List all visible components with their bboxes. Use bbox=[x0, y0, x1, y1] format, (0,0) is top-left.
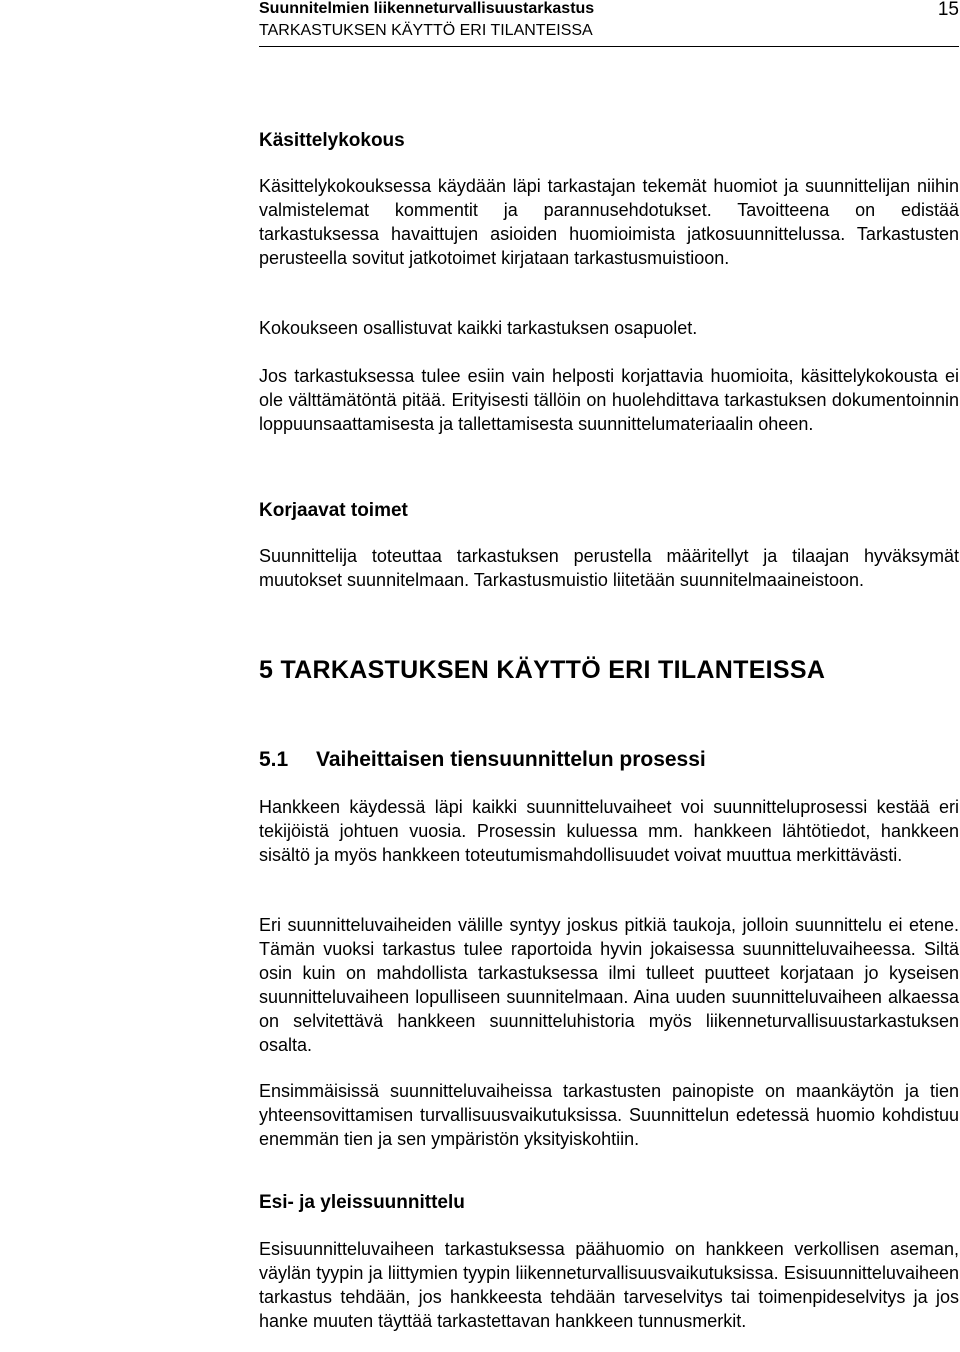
header-divider bbox=[259, 46, 959, 47]
paragraph: Ensimmäisissä suunnitteluvaiheissa tarkastusten painopiste on maankäytön ja tien yhteensovittamisen turvallisuusvaikutuksissa. Suunnittelun edetessä huomio kohdistuu enemmän tien ja sen ympäristön yksityiskohtiin. bbox=[259, 1081, 959, 1149]
document-title: Suunnitelmien liikenneturvallisuustarkastus bbox=[259, 0, 595, 17]
heading-esi-ja-yleissuunnittelu: Esi- ja yleissuunnittelu bbox=[259, 1192, 465, 1213]
section-number: 5.1 bbox=[259, 748, 289, 771]
heading-korjaavat-toimet: Korjaavat toimet bbox=[259, 500, 408, 521]
paragraph: Jos tarkastuksessa tulee esiin vain helposti korjattavia huomioita, käsittelykokousta ei ole välttämätöntä pitää. Erityisesti tällöin on huolehdittava tarkastuksen dokumentoinnin loppuunsaattamisesta ja tallettamisesta suunnittelumateriaalin oheen. bbox=[259, 366, 959, 434]
paragraph: Hankkeen käydessä läpi kaikki suunnitteluvaiheet voi suunnitteluprosessi kestää eri tekijöistä johtuen vuosia. Prosessin kuluessa mm. hankkeen lähtötiedot, hankkeen sisältö ja myös hankkeen toteutumismahdollisuudet voivat muuttua merkittävästi. bbox=[259, 797, 959, 865]
paragraph: Kokoukseen osallistuvat kaikki tarkastuksen osapuolet. bbox=[259, 318, 698, 338]
paragraph: Esisuunnitteluvaiheen tarkastuksessa päähuomio on hankkeen verkollisen aseman, väylän tyypin ja liittymien tyypin liikenneturvallisuusvaikutuksissa. Esisuunnitteluvaiheen tarkastus tehdään, jos hankkeesta tehdään tarveselvitys tai toimenpideselvitys ja jos hanke muuten täyttää tarkastettavan hankkeen tunnusmerkit. bbox=[259, 1239, 959, 1331]
chapter-running-title: TARKASTUKSEN KÄYTTÖ ERI TILANTEISSA bbox=[259, 22, 593, 39]
section-heading-5-1 bbox=[259, 747, 959, 773]
chapter-heading: 5 TARKASTUKSEN KÄYTTÖ ERI TILANTEISSA bbox=[259, 656, 826, 684]
page-number: 15 bbox=[937, 0, 959, 20]
paragraph: Käsittelykokouksessa käydään läpi tarkastajan tekemät huomiot ja suunnittelijan niihin valmistelemat kommentit ja parannusehdotukset. Tavoitteena on edistää tarkastuksessa havaittujen asioiden huomioimista jatkosuunnittelussa. Tarkastusten perusteella sovitut jatkotoimet kirjataan tarkastusmuistioon. bbox=[259, 176, 959, 268]
paragraph: Eri suunnitteluvaiheiden välille syntyy joskus pitkiä taukoja, jolloin suunnittelu ei etene. Tämän vuoksi tarkastus tulee raportoida hyvin jokaisessa suunnitteluvaiheessa. Siltä osin kuin on mahdollista tarkastuksessa ilmi tulleet puutteet korjataan jo kyseisen suunnitteluvaiheen lopulliseen suunnitelmaan. Aina uuden suunnitteluvaiheen alkaessa on selvitettävä hankkeen suunnitteluhistoria myös liikenneturvallisuustarkastuksen osalta. bbox=[259, 915, 959, 1055]
paragraph: Suunnittelija toteuttaa tarkastuksen perustella määritellyt ja tilaajan hyväksymät muutokset suunnitelmaan. Tarkastusmuistio liitetään suunnitelmaaineistoon. bbox=[259, 546, 959, 590]
heading-kasittelykokous: Käsittelykokous bbox=[259, 130, 405, 151]
section-title: Vaiheittaisen tiensuunnittelun prosessi bbox=[316, 748, 706, 771]
